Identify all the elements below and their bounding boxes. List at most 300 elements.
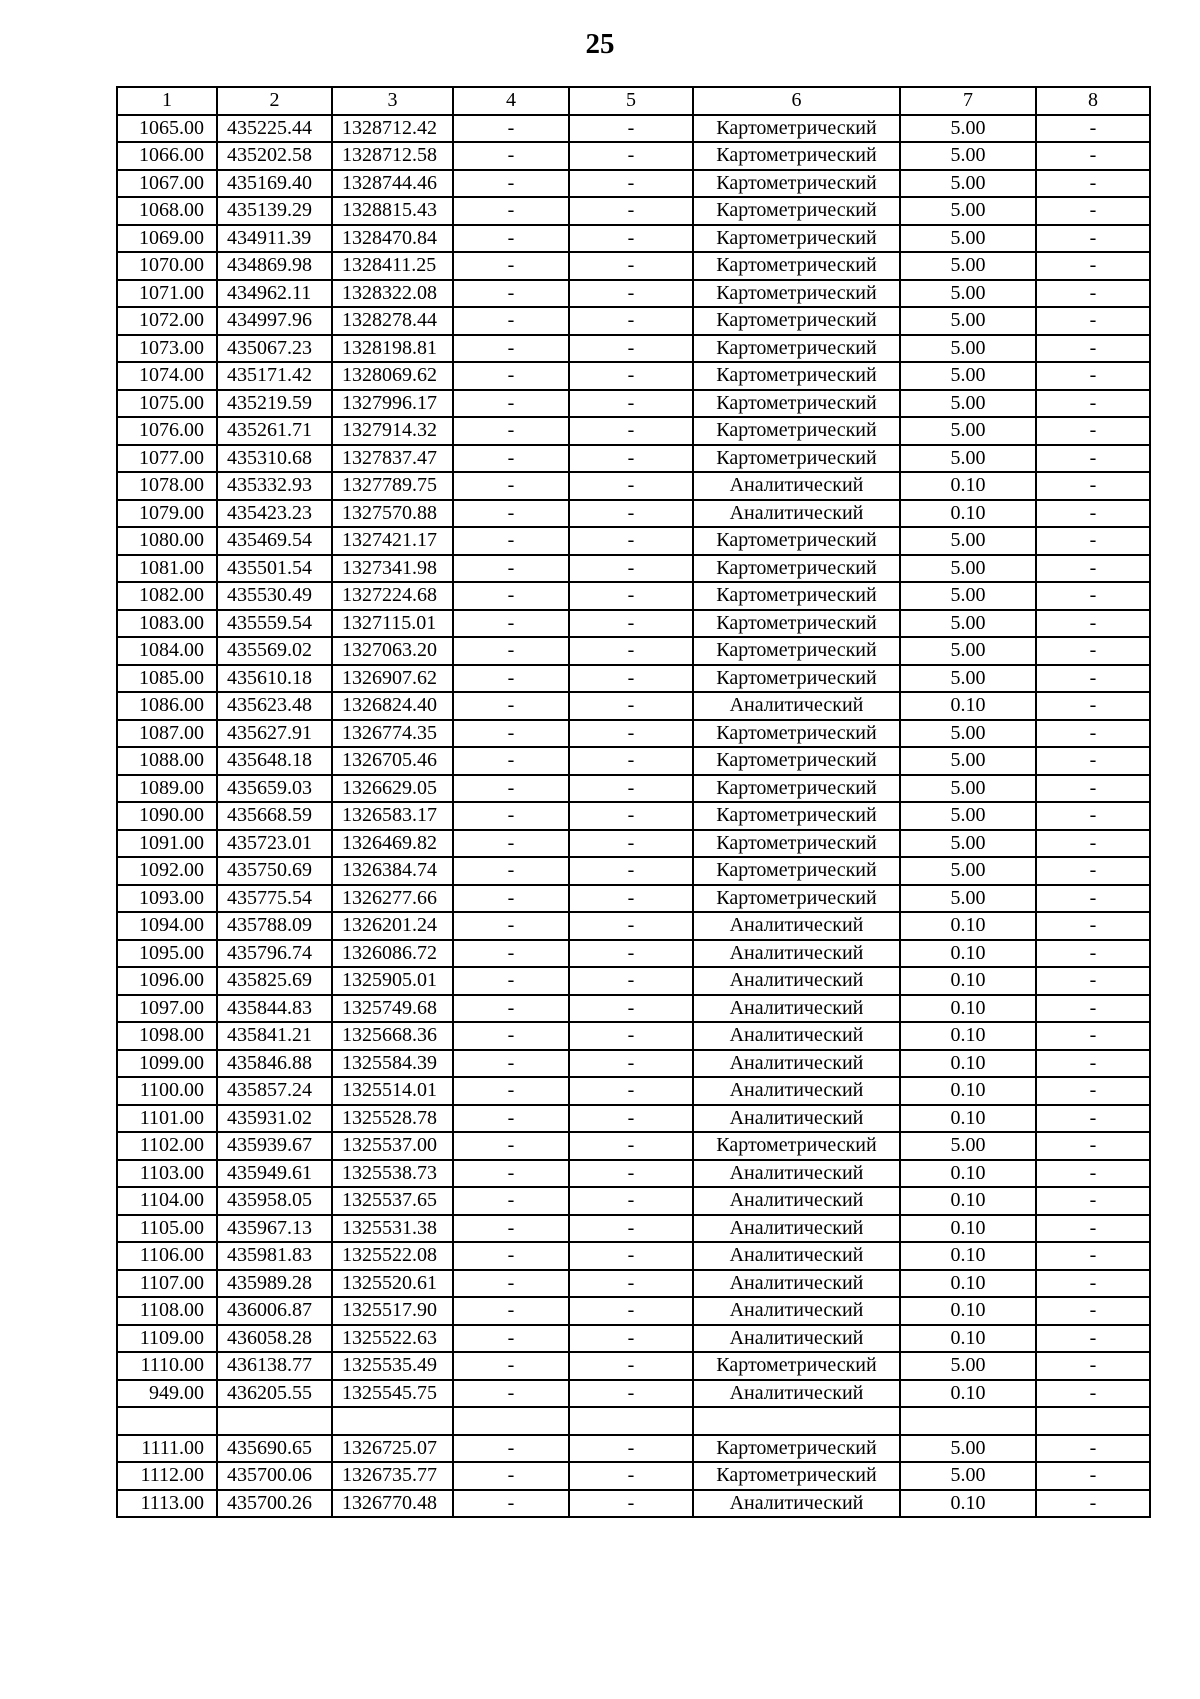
method-cell: Картометрический xyxy=(693,362,900,390)
point-number-cell: 1106.00 xyxy=(117,1242,217,1270)
x-coordinate-cell: 435750.69 xyxy=(217,857,332,885)
method-cell: Картометрический xyxy=(693,665,900,693)
accuracy-cell: 5.00 xyxy=(900,527,1036,555)
col4-cell: - xyxy=(453,1077,569,1105)
y-coordinate-cell: 1325584.39 xyxy=(332,1050,453,1078)
col4-cell: - xyxy=(453,747,569,775)
col4-cell: - xyxy=(453,445,569,473)
accuracy-cell: 5.00 xyxy=(900,747,1036,775)
table-row xyxy=(117,500,1150,528)
col8-cell: - xyxy=(1036,307,1150,335)
point-number-cell: 1073.00 xyxy=(117,335,217,363)
method-cell: Аналитический xyxy=(693,995,900,1023)
col5-cell: - xyxy=(569,967,693,995)
table-row xyxy=(117,1050,1150,1078)
y-coordinate-cell: 1326824.40 xyxy=(332,692,453,720)
y-coordinate-cell: 1327996.17 xyxy=(332,390,453,418)
table-row xyxy=(117,995,1150,1023)
table-row xyxy=(117,445,1150,473)
method-cell: Картометрический xyxy=(693,417,900,445)
x-coordinate-cell: 435559.54 xyxy=(217,610,332,638)
col5-cell: - xyxy=(569,527,693,555)
col4-cell: - xyxy=(453,1352,569,1380)
column-header: 8 xyxy=(1036,87,1150,115)
method-cell: Картометрический xyxy=(693,252,900,280)
column-header: 6 xyxy=(693,87,900,115)
point-number-cell: 1080.00 xyxy=(117,527,217,555)
table-body xyxy=(117,87,1150,1517)
col4-cell: - xyxy=(453,142,569,170)
point-number-cell: 1074.00 xyxy=(117,362,217,390)
x-coordinate-cell: 435958.05 xyxy=(217,1187,332,1215)
table-row xyxy=(117,802,1150,830)
x-coordinate-cell: 435939.67 xyxy=(217,1132,332,1160)
col5-cell: - xyxy=(569,197,693,225)
method-cell xyxy=(693,1407,900,1435)
method-cell: Аналитический xyxy=(693,967,900,995)
accuracy-cell: 5.00 xyxy=(900,307,1036,335)
x-coordinate-cell: 434911.39 xyxy=(217,225,332,253)
accuracy-cell: 5.00 xyxy=(900,555,1036,583)
table-row xyxy=(117,1407,1150,1435)
method-cell: Картометрический xyxy=(693,582,900,610)
x-coordinate-cell: 435139.29 xyxy=(217,197,332,225)
accuracy-cell: 5.00 xyxy=(900,362,1036,390)
method-cell: Картометрический xyxy=(693,170,900,198)
y-coordinate-cell: 1325517.90 xyxy=(332,1297,453,1325)
col8-cell: - xyxy=(1036,610,1150,638)
col5-cell: - xyxy=(569,170,693,198)
table-row xyxy=(117,1352,1150,1380)
col8-cell: - xyxy=(1036,1050,1150,1078)
method-cell: Картометрический xyxy=(693,527,900,555)
method-cell: Картометрический xyxy=(693,1435,900,1463)
table-row xyxy=(117,142,1150,170)
col4-cell: - xyxy=(453,802,569,830)
x-coordinate-cell: 435219.59 xyxy=(217,390,332,418)
x-coordinate-cell xyxy=(217,1407,332,1435)
accuracy-cell: 0.10 xyxy=(900,500,1036,528)
method-cell: Картометрический xyxy=(693,142,900,170)
x-coordinate-cell: 435844.83 xyxy=(217,995,332,1023)
point-number-cell: 1097.00 xyxy=(117,995,217,1023)
table-row xyxy=(117,637,1150,665)
accuracy-cell: 0.10 xyxy=(900,940,1036,968)
col8-cell: - xyxy=(1036,1132,1150,1160)
y-coordinate-cell: 1328278.44 xyxy=(332,307,453,335)
col8-cell: - xyxy=(1036,1160,1150,1188)
x-coordinate-cell: 435623.48 xyxy=(217,692,332,720)
point-number-cell: 1065.00 xyxy=(117,115,217,143)
accuracy-cell: 0.10 xyxy=(900,1380,1036,1408)
point-number-cell: 1094.00 xyxy=(117,912,217,940)
point-number-cell: 1113.00 xyxy=(117,1490,217,1518)
col5-cell: - xyxy=(569,995,693,1023)
col8-cell: - xyxy=(1036,445,1150,473)
method-cell: Картометрический xyxy=(693,775,900,803)
x-coordinate-cell: 435261.71 xyxy=(217,417,332,445)
page-number: 25 xyxy=(585,28,615,60)
col5-cell: - xyxy=(569,1490,693,1518)
accuracy-cell: 5.00 xyxy=(900,1462,1036,1490)
col4-cell: - xyxy=(453,665,569,693)
col5-cell: - xyxy=(569,802,693,830)
y-coordinate-cell: 1328815.43 xyxy=(332,197,453,225)
col4-cell: - xyxy=(453,857,569,885)
col8-cell: - xyxy=(1036,637,1150,665)
table-row xyxy=(117,1160,1150,1188)
y-coordinate-cell: 1326583.17 xyxy=(332,802,453,830)
method-cell: Картометрический xyxy=(693,307,900,335)
accuracy-cell: 5.00 xyxy=(900,142,1036,170)
x-coordinate-cell: 435825.69 xyxy=(217,967,332,995)
accuracy-cell: 5.00 xyxy=(900,280,1036,308)
x-coordinate-cell: 435723.01 xyxy=(217,830,332,858)
col4-cell: - xyxy=(453,1022,569,1050)
col5-cell: - xyxy=(569,555,693,583)
col8-cell: - xyxy=(1036,885,1150,913)
y-coordinate-cell: 1325522.63 xyxy=(332,1325,453,1353)
col8-cell: - xyxy=(1036,390,1150,418)
method-cell: Аналитический xyxy=(693,692,900,720)
accuracy-cell: 5.00 xyxy=(900,170,1036,198)
method-cell: Картометрический xyxy=(693,1462,900,1490)
col4-cell: - xyxy=(453,995,569,1023)
method-cell: Аналитический xyxy=(693,1187,900,1215)
table-row xyxy=(117,692,1150,720)
col5-cell: - xyxy=(569,390,693,418)
col5-cell: - xyxy=(569,1022,693,1050)
col8-cell: - xyxy=(1036,252,1150,280)
column-header: 2 xyxy=(217,87,332,115)
accuracy-cell: 5.00 xyxy=(900,335,1036,363)
col5-cell: - xyxy=(569,1325,693,1353)
method-cell: Аналитический xyxy=(693,500,900,528)
col4-cell: - xyxy=(453,720,569,748)
col5-cell: - xyxy=(569,1270,693,1298)
col4-cell: - xyxy=(453,1187,569,1215)
point-number-cell: 1099.00 xyxy=(117,1050,217,1078)
method-cell: Аналитический xyxy=(693,940,900,968)
point-number-cell: 1066.00 xyxy=(117,142,217,170)
x-coordinate-cell: 435788.09 xyxy=(217,912,332,940)
table-row xyxy=(117,335,1150,363)
point-number-cell: 1081.00 xyxy=(117,555,217,583)
accuracy-cell: 0.10 xyxy=(900,1297,1036,1325)
y-coordinate-cell: 1325545.75 xyxy=(332,1380,453,1408)
y-coordinate-cell: 1326907.62 xyxy=(332,665,453,693)
col8-cell: - xyxy=(1036,142,1150,170)
accuracy-cell: 0.10 xyxy=(900,692,1036,720)
x-coordinate-cell: 435659.03 xyxy=(217,775,332,803)
y-coordinate-cell: 1325537.00 xyxy=(332,1132,453,1160)
table-row xyxy=(117,967,1150,995)
table-row xyxy=(117,1077,1150,1105)
method-cell: Аналитический xyxy=(693,1215,900,1243)
method-cell: Аналитический xyxy=(693,1105,900,1133)
col4-cell: - xyxy=(453,362,569,390)
point-number-cell: 1091.00 xyxy=(117,830,217,858)
x-coordinate-cell: 435501.54 xyxy=(217,555,332,583)
point-number-cell: 1110.00 xyxy=(117,1352,217,1380)
table-row xyxy=(117,1215,1150,1243)
method-cell: Картометрический xyxy=(693,830,900,858)
col4-cell: - xyxy=(453,582,569,610)
accuracy-cell: 5.00 xyxy=(900,115,1036,143)
method-cell: Картометрический xyxy=(693,720,900,748)
col5-cell: - xyxy=(569,1160,693,1188)
col5-cell: - xyxy=(569,1105,693,1133)
y-coordinate-cell: 1327063.20 xyxy=(332,637,453,665)
accuracy-cell: 5.00 xyxy=(900,225,1036,253)
accuracy-cell xyxy=(900,1407,1036,1435)
table-row xyxy=(117,1490,1150,1518)
accuracy-cell: 0.10 xyxy=(900,1050,1036,1078)
accuracy-cell: 0.10 xyxy=(900,1187,1036,1215)
y-coordinate-cell: 1326086.72 xyxy=(332,940,453,968)
y-coordinate-cell: 1326725.07 xyxy=(332,1435,453,1463)
col4-cell: - xyxy=(453,500,569,528)
col5-cell: - xyxy=(569,1077,693,1105)
method-cell: Картометрический xyxy=(693,1352,900,1380)
point-number-cell: 1100.00 xyxy=(117,1077,217,1105)
point-number-cell: 1109.00 xyxy=(117,1325,217,1353)
col8-cell: - xyxy=(1036,1325,1150,1353)
y-coordinate-cell: 1325538.73 xyxy=(332,1160,453,1188)
y-coordinate-cell: 1327914.32 xyxy=(332,417,453,445)
x-coordinate-cell: 435169.40 xyxy=(217,170,332,198)
point-number-cell: 1086.00 xyxy=(117,692,217,720)
col8-cell: - xyxy=(1036,500,1150,528)
y-coordinate-cell: 1326277.66 xyxy=(332,885,453,913)
col8-cell: - xyxy=(1036,692,1150,720)
x-coordinate-cell: 435949.61 xyxy=(217,1160,332,1188)
col8-cell: - xyxy=(1036,582,1150,610)
x-coordinate-cell: 436058.28 xyxy=(217,1325,332,1353)
point-number-cell: 1085.00 xyxy=(117,665,217,693)
col5-cell: - xyxy=(569,747,693,775)
col4-cell: - xyxy=(453,1215,569,1243)
col5-cell: - xyxy=(569,1435,693,1463)
col4-cell: - xyxy=(453,197,569,225)
col8-cell: - xyxy=(1036,802,1150,830)
y-coordinate-cell: 1325535.49 xyxy=(332,1352,453,1380)
x-coordinate-cell: 435067.23 xyxy=(217,335,332,363)
accuracy-cell: 5.00 xyxy=(900,1435,1036,1463)
method-cell: Аналитический xyxy=(693,912,900,940)
y-coordinate-cell: 1327115.01 xyxy=(332,610,453,638)
accuracy-cell: 0.10 xyxy=(900,472,1036,500)
col8-cell: - xyxy=(1036,1187,1150,1215)
point-number-cell: 1087.00 xyxy=(117,720,217,748)
y-coordinate-cell: 1326735.77 xyxy=(332,1462,453,1490)
x-coordinate-cell: 434869.98 xyxy=(217,252,332,280)
col8-cell: - xyxy=(1036,1297,1150,1325)
y-coordinate-cell: 1326705.46 xyxy=(332,747,453,775)
col8-cell: - xyxy=(1036,362,1150,390)
column-header: 1 xyxy=(117,87,217,115)
table-row xyxy=(117,225,1150,253)
x-coordinate-cell: 435690.65 xyxy=(217,1435,332,1463)
col5-cell: - xyxy=(569,362,693,390)
y-coordinate-cell: 1328712.42 xyxy=(332,115,453,143)
table-row xyxy=(117,747,1150,775)
method-cell: Аналитический xyxy=(693,1242,900,1270)
accuracy-cell: 5.00 xyxy=(900,610,1036,638)
table-row xyxy=(117,1022,1150,1050)
col8-cell xyxy=(1036,1407,1150,1435)
y-coordinate-cell: 1328198.81 xyxy=(332,335,453,363)
accuracy-cell: 5.00 xyxy=(900,390,1036,418)
table-row xyxy=(117,1462,1150,1490)
y-coordinate-cell: 1327421.17 xyxy=(332,527,453,555)
y-coordinate-cell: 1326201.24 xyxy=(332,912,453,940)
col4-cell: - xyxy=(453,1297,569,1325)
x-coordinate-cell: 435610.18 xyxy=(217,665,332,693)
table-row xyxy=(117,527,1150,555)
col5-cell: - xyxy=(569,1187,693,1215)
col4-cell: - xyxy=(453,225,569,253)
method-cell: Аналитический xyxy=(693,1022,900,1050)
table-row xyxy=(117,912,1150,940)
point-number-cell: 1079.00 xyxy=(117,500,217,528)
point-number-cell: 1104.00 xyxy=(117,1187,217,1215)
accuracy-cell: 0.10 xyxy=(900,1077,1036,1105)
method-cell: Картометрический xyxy=(693,197,900,225)
point-number-cell: 1071.00 xyxy=(117,280,217,308)
col4-cell: - xyxy=(453,252,569,280)
column-header: 4 xyxy=(453,87,569,115)
y-coordinate-cell: 1327789.75 xyxy=(332,472,453,500)
method-cell: Картометрический xyxy=(693,115,900,143)
table-row xyxy=(117,857,1150,885)
table-row xyxy=(117,252,1150,280)
col4-cell: - xyxy=(453,610,569,638)
point-number-cell: 1083.00 xyxy=(117,610,217,638)
x-coordinate-cell: 435469.54 xyxy=(217,527,332,555)
accuracy-cell: 5.00 xyxy=(900,252,1036,280)
point-number-cell: 1089.00 xyxy=(117,775,217,803)
col4-cell: - xyxy=(453,1242,569,1270)
column-header: 3 xyxy=(332,87,453,115)
method-cell: Аналитический xyxy=(693,1325,900,1353)
col5-cell: - xyxy=(569,1462,693,1490)
point-number-cell: 1090.00 xyxy=(117,802,217,830)
accuracy-cell: 0.10 xyxy=(900,912,1036,940)
accuracy-cell: 5.00 xyxy=(900,885,1036,913)
x-coordinate-cell: 435530.49 xyxy=(217,582,332,610)
col8-cell: - xyxy=(1036,335,1150,363)
col8-cell: - xyxy=(1036,747,1150,775)
col4-cell: - xyxy=(453,417,569,445)
point-number-cell: 1111.00 xyxy=(117,1435,217,1463)
x-coordinate-cell: 435796.74 xyxy=(217,940,332,968)
col5-cell: - xyxy=(569,775,693,803)
table-row xyxy=(117,390,1150,418)
col4-cell: - xyxy=(453,1490,569,1518)
accuracy-cell: 5.00 xyxy=(900,830,1036,858)
col8-cell: - xyxy=(1036,1215,1150,1243)
point-number-cell: 1112.00 xyxy=(117,1462,217,1490)
col8-cell: - xyxy=(1036,1490,1150,1518)
accuracy-cell: 5.00 xyxy=(900,665,1036,693)
table-row xyxy=(117,115,1150,143)
table-row xyxy=(117,197,1150,225)
table-row xyxy=(117,555,1150,583)
table-header-row xyxy=(117,87,1150,115)
col5-cell: - xyxy=(569,500,693,528)
table-row xyxy=(117,720,1150,748)
col4-cell: - xyxy=(453,830,569,858)
col4-cell: - xyxy=(453,1160,569,1188)
x-coordinate-cell: 435967.13 xyxy=(217,1215,332,1243)
col8-cell: - xyxy=(1036,1462,1150,1490)
x-coordinate-cell: 434962.11 xyxy=(217,280,332,308)
x-coordinate-cell: 435202.58 xyxy=(217,142,332,170)
y-coordinate-cell: 1327341.98 xyxy=(332,555,453,583)
accuracy-cell: 5.00 xyxy=(900,197,1036,225)
method-cell: Аналитический xyxy=(693,1490,900,1518)
y-coordinate-cell: 1325520.61 xyxy=(332,1270,453,1298)
point-number-cell: 1077.00 xyxy=(117,445,217,473)
method-cell: Картометрический xyxy=(693,390,900,418)
y-coordinate-cell: 1328069.62 xyxy=(332,362,453,390)
col8-cell: - xyxy=(1036,1105,1150,1133)
col4-cell: - xyxy=(453,1325,569,1353)
col5-cell: - xyxy=(569,307,693,335)
col8-cell: - xyxy=(1036,1077,1150,1105)
y-coordinate-cell: 1327224.68 xyxy=(332,582,453,610)
x-coordinate-cell: 435171.42 xyxy=(217,362,332,390)
col5-cell: - xyxy=(569,1215,693,1243)
col8-cell: - xyxy=(1036,1435,1150,1463)
col4-cell: - xyxy=(453,940,569,968)
x-coordinate-cell: 435569.02 xyxy=(217,637,332,665)
col5-cell: - xyxy=(569,280,693,308)
method-cell: Аналитический xyxy=(693,1297,900,1325)
method-cell: Картометрический xyxy=(693,1132,900,1160)
col4-cell: - xyxy=(453,1132,569,1160)
col4-cell: - xyxy=(453,555,569,583)
accuracy-cell: 0.10 xyxy=(900,1242,1036,1270)
table-row xyxy=(117,307,1150,335)
col5-cell: - xyxy=(569,335,693,363)
point-number-cell: 1093.00 xyxy=(117,885,217,913)
accuracy-cell: 0.10 xyxy=(900,967,1036,995)
col8-cell: - xyxy=(1036,857,1150,885)
y-coordinate-cell: 1328411.25 xyxy=(332,252,453,280)
col4-cell: - xyxy=(453,1462,569,1490)
col5-cell: - xyxy=(569,830,693,858)
point-number-cell: 1103.00 xyxy=(117,1160,217,1188)
method-cell: Аналитический xyxy=(693,1270,900,1298)
table-row xyxy=(117,1132,1150,1160)
point-number-cell: 1070.00 xyxy=(117,252,217,280)
point-number-cell: 1082.00 xyxy=(117,582,217,610)
x-coordinate-cell: 435841.21 xyxy=(217,1022,332,1050)
table-row xyxy=(117,1325,1150,1353)
col5-cell: - xyxy=(569,1132,693,1160)
col5-cell: - xyxy=(569,115,693,143)
col4-cell: - xyxy=(453,967,569,995)
table-row xyxy=(117,610,1150,638)
point-number-cell: 1108.00 xyxy=(117,1297,217,1325)
accuracy-cell: 5.00 xyxy=(900,417,1036,445)
col8-cell: - xyxy=(1036,280,1150,308)
point-number-cell: 1072.00 xyxy=(117,307,217,335)
point-number-cell: 1096.00 xyxy=(117,967,217,995)
y-coordinate-cell: 1325522.08 xyxy=(332,1242,453,1270)
